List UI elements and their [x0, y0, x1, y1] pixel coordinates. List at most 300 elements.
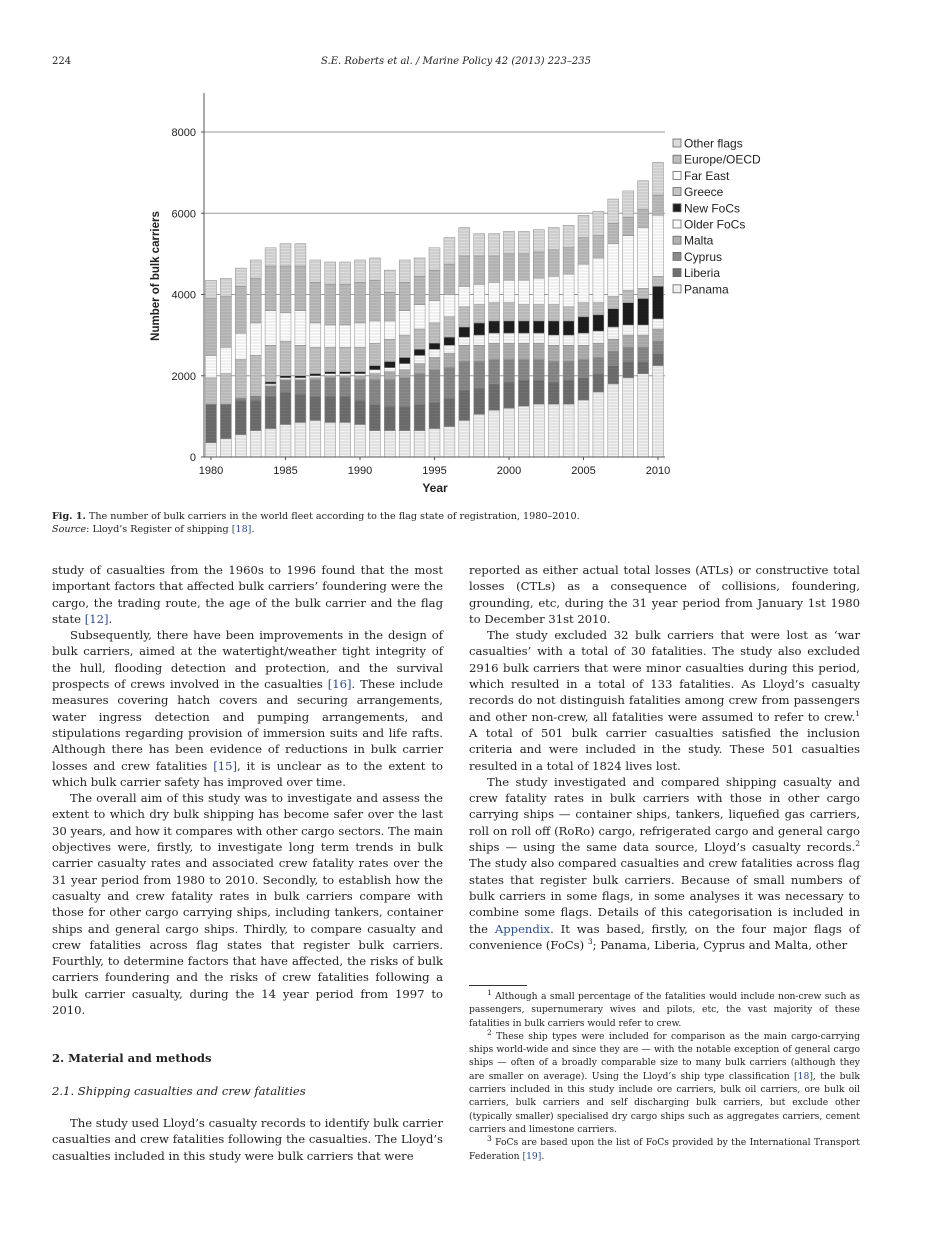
bar-segment-panama [325, 422, 336, 457]
bar-stack-2006 [593, 211, 604, 457]
bar-segment-malta [310, 378, 321, 380]
bar-segment-older-focs [295, 378, 306, 380]
bar-segment-older-focs [355, 374, 366, 376]
bar-segment-far-east [623, 236, 634, 291]
bar-segment-new-focs [459, 327, 470, 337]
bar-stacks [206, 162, 664, 457]
bar-segment-greece [638, 288, 649, 298]
bar-segment-new-focs [369, 366, 380, 370]
bulk-carrier-chart [0, 0, 925, 510]
bar-segment-panama [384, 431, 395, 457]
right-column [469, 562, 860, 953]
bar-stack-1996 [444, 238, 455, 457]
legend-swatch [673, 285, 681, 293]
bar-segment-cyprus [474, 362, 485, 388]
bar-segment-greece [265, 345, 276, 382]
bar-segment-liberia [638, 362, 649, 374]
bar-segment-malta [489, 343, 500, 359]
bar-segment-greece [414, 329, 425, 349]
bar-segment-new-focs [548, 321, 559, 335]
bar-stack-2004 [563, 225, 574, 457]
bar-segment-new-focs [310, 374, 321, 376]
bar-segment-new-focs [340, 372, 351, 374]
bar-segment-older-focs [489, 333, 500, 343]
bar-segment-other-flags [444, 238, 455, 264]
left-column [52, 562, 443, 1164]
bar-segment-older-focs [414, 355, 425, 363]
footnote-marker[interactable]: 2 [855, 839, 860, 849]
bar-segment-other-flags [638, 181, 649, 209]
bar-segment-panama [563, 404, 574, 457]
bar-segment-far-east [340, 325, 351, 347]
bar-segment-far-east [429, 301, 440, 323]
bar-segment-panama [399, 431, 410, 457]
x-tick-label: 1995 [422, 465, 447, 477]
bar-segment-liberia [280, 392, 291, 425]
bar-segment-europe-oecd [653, 195, 664, 215]
bar-segment-cyprus [355, 380, 366, 400]
bar-segment-greece [489, 303, 500, 321]
bar-segment-other-flags [548, 227, 559, 249]
bar-segment-other-flags [280, 244, 291, 266]
bar-segment-liberia [206, 404, 217, 443]
x-tick-label: 2005 [571, 465, 596, 477]
bar-segment-older-focs [533, 333, 544, 343]
bar-segment-other-flags [369, 258, 380, 280]
bar-segment-other-flags [518, 232, 529, 254]
bar-segment-panama [250, 431, 261, 457]
bar-segment-older-focs [504, 333, 515, 343]
bar-segment-greece [220, 374, 231, 404]
bar-segment-panama [593, 392, 604, 457]
bar-segment-liberia [340, 396, 351, 422]
bar-segment-other-flags [489, 234, 500, 256]
bar-segment-europe-oecd [280, 266, 291, 313]
bar-stack-1982 [235, 268, 246, 457]
x-tick-label: 2010 [645, 465, 671, 477]
legend-swatch [673, 204, 681, 212]
bar-segment-new-focs [563, 321, 574, 335]
bar-stack-2001 [518, 232, 529, 457]
bar-segment-panama [518, 406, 529, 457]
bar-segment-greece [444, 317, 455, 337]
paragraph: reported as either actual total losses (ATLs) or constructive total losses (CTLs) as a consequence of collisions, foundering, grounding, etc, during the 31 year period from January 1st 1980 to December 31st 2010. [469, 563, 860, 626]
y-axis-label: Number of bulk carriers [150, 211, 162, 341]
bar-segment-older-focs [325, 374, 336, 376]
bar-segment-new-focs [533, 321, 544, 333]
bar-segment-cyprus [310, 380, 321, 396]
caption-label: Fig. 1. [52, 511, 86, 522]
bar-segment-new-focs [399, 357, 410, 363]
legend-swatch [673, 269, 681, 277]
bar-segment-greece [399, 335, 410, 357]
bar-segment-other-flags [235, 268, 246, 286]
bar-stack-1990 [355, 260, 366, 457]
bar-segment-malta [399, 370, 410, 378]
bar-segment-other-flags [414, 258, 425, 276]
bar-stack-1991 [369, 258, 380, 457]
bar-segment-panama [504, 408, 515, 457]
bar-segment-older-focs [638, 325, 649, 335]
bar-segment-malta [518, 343, 529, 359]
bar-segment-europe-oecd [235, 286, 246, 333]
bar-segment-cyprus [235, 398, 246, 400]
bar-segment-europe-oecd [504, 254, 515, 280]
bar-segment-other-flags [340, 262, 351, 284]
legend-swatch [673, 171, 681, 179]
appendix-link[interactable]: Appendix [494, 921, 551, 936]
bar-segment-liberia [220, 404, 231, 439]
bar-segment-europe-oecd [250, 278, 261, 323]
bar-segment-other-flags [623, 191, 634, 217]
bar-segment-older-focs [310, 376, 321, 378]
bar-segment-older-focs [578, 333, 589, 345]
bar-segment-cyprus [593, 357, 604, 373]
bar-segment-cyprus [280, 380, 291, 392]
x-tick-label: 1990 [347, 465, 373, 477]
bar-segment-cyprus [414, 374, 425, 404]
bar-segment-europe-oecd [206, 299, 217, 356]
bar-segment-new-focs [355, 372, 366, 374]
bar-segment-new-focs [593, 315, 604, 331]
bar-segment-europe-oecd [399, 282, 410, 310]
bar-segment-far-east [384, 321, 395, 339]
bar-segment-greece [623, 290, 634, 302]
bar-stack-1993 [399, 260, 410, 457]
citation-link[interactable]: [18] [231, 524, 252, 535]
paragraph: The study investigated and compared shipping casualty and crew fatality rates in bulk carriers with those in other cargo carrying ships — container ships, tankers, liquefied gas carriers, roll on roll off (RoRo) cargo, refrigerated cargo and general cargo ships — using the same data source, Lloyd’s casualty records.$^2$ The study also compared casualties and crew fatalities across flag states that register bulk carriers. Because of small numbers of bulk carriers in some flags, in some analyses it was necessary to combine some flags. Details of this categorisation is included in the Appendix. It was based, firstly, on the four major flags of convenience (FoCs) $^3$; Panama, Liberia, Cyprus and Malta, other [469, 774, 860, 952]
bar-stack-1988 [325, 262, 336, 457]
bar-stack-2003 [548, 227, 559, 457]
bar-segment-greece [325, 347, 336, 371]
legend-swatch [673, 188, 681, 196]
bar-segment-other-flags [459, 227, 470, 255]
bar-segment-cyprus [295, 380, 306, 394]
bar-segment-greece [280, 341, 291, 376]
bar-segment-panama [474, 414, 485, 457]
bar-segment-liberia [593, 374, 604, 392]
bar-segment-malta [593, 343, 604, 357]
bar-segment-panama [548, 404, 559, 457]
bar-segment-greece [429, 323, 440, 343]
bar-segment-liberia [325, 396, 336, 422]
x-tick-label: 1985 [273, 465, 298, 477]
bar-segment-far-east [206, 355, 217, 377]
bar-segment-cyprus [653, 341, 664, 353]
legend [673, 137, 761, 297]
bar-segment-malta [578, 345, 589, 359]
footnote-marker[interactable]: 1 [855, 708, 860, 718]
footnote: $^3$ FoCs are based upon the list of FoCs provided by the International Transport Federation [19]. [469, 1134, 860, 1162]
bar-stack-1997 [459, 227, 470, 457]
bar-segment-far-east [310, 323, 321, 347]
bar-segment-greece [653, 276, 664, 286]
bar-segment-far-east [444, 295, 455, 317]
bar-segment-liberia [414, 404, 425, 430]
legend-label: Panama [684, 282, 729, 297]
bar-segment-liberia [548, 382, 559, 404]
bar-segment-greece [548, 305, 559, 321]
citation-link[interactable]: [18] [794, 1070, 813, 1082]
bar-segment-europe-oecd [355, 282, 366, 323]
bar-segment-panama [295, 422, 306, 457]
bar-segment-other-flags [578, 215, 589, 237]
y-tick-label: 2000 [171, 370, 196, 383]
bar-segment-panama [369, 431, 380, 457]
paragraph: The overall aim of this study was to investigate and assess the extent to which dry bulk shipping has become safer over the last 30 years, and how it compares with other cargo sectors. The main objectives were, firstly, to investigate long term trends in bulk carrier casualty rates and associated crew fatality rates over the 31 year period from 1980 to 2010. Secondly, to establish how the casualty and crew fatality rates in bulk carriers compare with those for other cargo carrying ships, including tankers, container ships and general cargo ships. Thirdly, to compare casualty and crew fatalities across flag states that register bulk carriers. Fourthly, to determine factors that have affected, the risks of bulk carriers foundering and the risks of crew fatalities following a bulk carrier casualty, during the 14 year period from 1997 to 2010. [52, 791, 443, 1018]
footnote: $^2$ These ship types were included for comparison as the main cargo-carrying ships world-wide and since they are — with the notable exception of general cargo ships — often of a broadly comparable size to many bulk carriers (although they are smaller on average). Using the Lloyd’s ship type classification [18], the bulk carriers included in this study include ore carriers, bulk oil carriers, ore bulk oil carriers, bulk carriers and self discharging bulk carriers, but exclude other (typically smaller) specialised dry cargo ships such as aggregates carriers, cement carriers and limestone carriers. [469, 1027, 860, 1135]
bar-segment-far-east [489, 282, 500, 302]
bar-segment-older-focs [369, 370, 380, 374]
bar-segment-europe-oecd [638, 209, 649, 227]
bar-segment-europe-oecd [563, 248, 574, 274]
bar-segment-europe-oecd [295, 266, 306, 311]
legend-swatch [673, 236, 681, 244]
page-number: 224 [52, 56, 72, 67]
bar-segment-panama [340, 422, 351, 457]
bar-segment-panama [444, 427, 455, 457]
footnotes [469, 987, 860, 1163]
bar-segment-europe-oecd [548, 250, 559, 276]
bar-segment-liberia [489, 384, 500, 410]
bar-segment-cyprus [384, 380, 395, 406]
bar-segment-malta [414, 364, 425, 374]
bar-segment-europe-oecd [444, 264, 455, 294]
bar-segment-europe-oecd [310, 282, 321, 323]
bar-segment-far-east [548, 276, 559, 304]
bar-segment-far-east [355, 323, 366, 347]
bar-segment-older-focs [340, 374, 351, 376]
bar-segment-new-focs [489, 321, 500, 333]
bar-segment-new-focs [414, 349, 425, 355]
bar-segment-older-focs [459, 337, 470, 345]
bar-segment-cyprus [518, 360, 529, 380]
bar-segment-europe-oecd [265, 266, 276, 311]
bar-segment-older-focs [429, 349, 440, 357]
bar-segment-liberia [653, 353, 664, 365]
bar-segment-far-east [414, 305, 425, 329]
bar-segment-far-east [235, 333, 246, 359]
legend-label: Liberia [684, 266, 721, 281]
bar-segment-greece [206, 378, 217, 404]
bar-segment-europe-oecd [593, 236, 604, 258]
bar-segment-panama [638, 374, 649, 457]
legend-label: Other flags [684, 136, 743, 151]
bar-segment-other-flags [355, 260, 366, 282]
bar-segment-cyprus [340, 378, 351, 396]
bar-segment-new-focs [504, 321, 515, 333]
bar-segment-liberia [369, 404, 380, 430]
bar-segment-liberia [459, 390, 470, 420]
bar-segment-malta [355, 376, 366, 380]
bar-segment-europe-oecd [623, 217, 634, 235]
bar-segment-greece [504, 303, 515, 321]
bar-stack-2000 [504, 232, 515, 457]
bar-segment-panama [608, 384, 619, 457]
bar-segment-greece [474, 305, 485, 323]
caption-source-label: Source [52, 524, 87, 535]
bar-segment-malta [638, 335, 649, 347]
bar-segment-far-east [608, 244, 619, 297]
bar-segment-older-focs [653, 319, 664, 329]
bar-segment-malta [533, 343, 544, 359]
bar-stack-1984 [265, 248, 276, 457]
bar-segment-panama [355, 425, 366, 458]
bar-segment-older-focs [608, 327, 619, 339]
bar-segment-cyprus [533, 360, 544, 380]
footnote-marker[interactable]: 3 [587, 936, 593, 946]
citation-link[interactable]: [19] [522, 1150, 542, 1162]
legend-swatch [673, 220, 681, 228]
bar-segment-far-east [593, 258, 604, 303]
bar-segment-other-flags [265, 248, 276, 266]
bar-segment-greece [310, 347, 321, 373]
bar-segment-older-focs [593, 331, 604, 343]
x-tick-label: 1980 [198, 465, 224, 477]
bar-segment-cyprus [265, 386, 276, 396]
bar-segment-older-focs [548, 335, 559, 345]
bar-segment-new-focs [280, 376, 291, 378]
bar-segment-liberia [399, 406, 410, 430]
bar-stack-1994 [414, 258, 425, 457]
legend-label: Far East [684, 168, 730, 183]
bar-segment-far-east [399, 311, 410, 335]
bar-segment-older-focs [444, 345, 455, 353]
bar-segment-far-east [563, 274, 574, 307]
bar-segment-liberia [235, 400, 246, 435]
bar-segment-liberia [474, 388, 485, 414]
legend-label: Europe/OECD [684, 152, 761, 167]
bar-segment-far-east [474, 284, 485, 304]
legend-label: New FoCs [684, 201, 741, 216]
bar-stack-1998 [474, 234, 485, 457]
bar-segment-europe-oecd [429, 270, 440, 300]
bar-segment-greece [384, 339, 395, 361]
bar-segment-greece [250, 355, 261, 396]
bar-segment-new-focs [265, 382, 276, 384]
bar-segment-new-focs [429, 343, 440, 349]
bar-segment-greece [533, 305, 544, 321]
bar-segment-new-focs [653, 286, 664, 319]
bar-segment-other-flags [399, 260, 410, 282]
bar-segment-other-flags [206, 280, 217, 298]
citation-link[interactable]: [12] [84, 611, 109, 626]
bar-segment-cyprus [399, 378, 410, 406]
bar-segment-cyprus [369, 380, 380, 404]
bar-segment-europe-oecd [384, 292, 395, 320]
x-axis-label: Year [422, 481, 448, 495]
citation-link[interactable]: [15] [213, 758, 238, 773]
caption-source-text: : Lloyd’s Register of shipping [86, 524, 232, 535]
bar-segment-greece [355, 347, 366, 371]
bar-segment-liberia [608, 366, 619, 384]
bar-segment-older-focs [518, 333, 529, 343]
bar-segment-cyprus [325, 378, 336, 396]
bar-segment-greece [593, 303, 604, 315]
bar-segment-liberia [504, 382, 515, 408]
bar-segment-liberia [429, 402, 440, 428]
bar-segment-older-focs [474, 335, 485, 345]
bar-segment-panama [623, 378, 634, 457]
bar-segment-new-focs [474, 323, 485, 335]
legend-swatch [673, 139, 681, 147]
bar-segment-malta [608, 339, 619, 351]
bar-segment-new-focs [444, 337, 455, 345]
bar-segment-far-east [459, 286, 470, 306]
bar-stack-2008 [623, 191, 634, 457]
bar-segment-far-east [265, 311, 276, 346]
bar-segment-other-flags [429, 248, 440, 270]
subsection-heading: 2.1. Shipping casualties and crew fatalities [52, 1083, 306, 1098]
bar-segment-older-focs [399, 364, 410, 370]
bar-segment-liberia [384, 406, 395, 430]
bar-segment-cyprus [578, 360, 589, 378]
bar-segment-older-focs [384, 368, 395, 372]
bar-segment-panama [489, 410, 500, 457]
bar-segment-panama [220, 439, 231, 457]
bar-segment-malta [653, 329, 664, 341]
bar-segment-liberia [250, 400, 261, 430]
bar-segment-liberia [578, 378, 589, 400]
section-heading: 2. Material and methods [52, 1051, 212, 1066]
bar-segment-older-focs [563, 335, 574, 345]
bar-segment-malta [444, 353, 455, 367]
bar-segment-malta [563, 345, 574, 361]
bar-stack-1995 [429, 248, 440, 457]
footnote: $^1$ Although a small percentage of the fatalities would include non-crew such as passengers, supernumerary wives and pilots, etc, the vast majority of these fatalities in bulk carriers would refer to crew. [469, 987, 860, 1029]
bar-segment-older-focs [623, 325, 634, 335]
bar-segment-far-east [653, 215, 664, 276]
bar-stack-1987 [310, 260, 321, 457]
citation-link[interactable]: [16] [327, 677, 352, 692]
bar-segment-far-east [533, 278, 544, 304]
bar-segment-panama [429, 429, 440, 457]
bar-segment-liberia [355, 400, 366, 424]
bar-segment-other-flags [504, 232, 515, 254]
bar-segment-far-east [325, 325, 336, 347]
bar-stack-1983 [250, 260, 261, 457]
bar-segment-malta [384, 372, 395, 380]
bar-segment-liberia [623, 362, 634, 378]
bar-segment-cyprus [638, 347, 649, 361]
bar-segment-liberia [310, 396, 321, 420]
paragraph: Subsequently, there have been improvements in the design of bulk carriers, aimed at the watertight/weather tight integrity of the hull, flooding detection and protection, and the survival prospects of crews involved in the casualties [16]. These include measures covering hatch covers and securing arrangements, water ingress detection and pumping arrangements, and stipulations regarding provision of immersion suits and life rafts. Although there has been evidence of reductions in bulk carrier losses and crew fatalities [15], it is unclear as to the extent to which bulk carrier safety has improved over time. [52, 628, 443, 789]
bar-segment-new-focs [325, 372, 336, 374]
bar-segment-europe-oecd [578, 238, 589, 264]
bar-segment-europe-oecd [518, 254, 529, 280]
bar-stack-1980 [206, 280, 217, 457]
bar-segment-panama [265, 429, 276, 457]
bar-segment-malta [369, 374, 380, 380]
bar-segment-greece [235, 360, 246, 399]
bar-segment-liberia [444, 398, 455, 426]
bar-segment-new-focs [578, 317, 589, 333]
bar-segment-cyprus [250, 396, 261, 400]
bar-segment-other-flags [384, 270, 395, 292]
bar-segment-liberia [533, 380, 544, 404]
bar-segment-other-flags [653, 162, 664, 195]
bar-segment-other-flags [593, 211, 604, 235]
bar-segment-cyprus [623, 347, 634, 361]
bar-segment-panama [533, 404, 544, 457]
bar-segment-europe-oecd [533, 252, 544, 278]
bar-segment-europe-oecd [369, 280, 380, 321]
bar-stack-1992 [384, 270, 395, 457]
bar-stack-2007 [608, 199, 619, 457]
bar-segment-new-focs [295, 376, 306, 378]
paragraph: The study used Lloyd’s casualty records to identify bulk carrier casualties and crew fatalities following the casualties. The Lloyd’s casualties included in this study were bulk carriers that were [52, 1115, 443, 1163]
bar-segment-far-east [295, 311, 306, 346]
